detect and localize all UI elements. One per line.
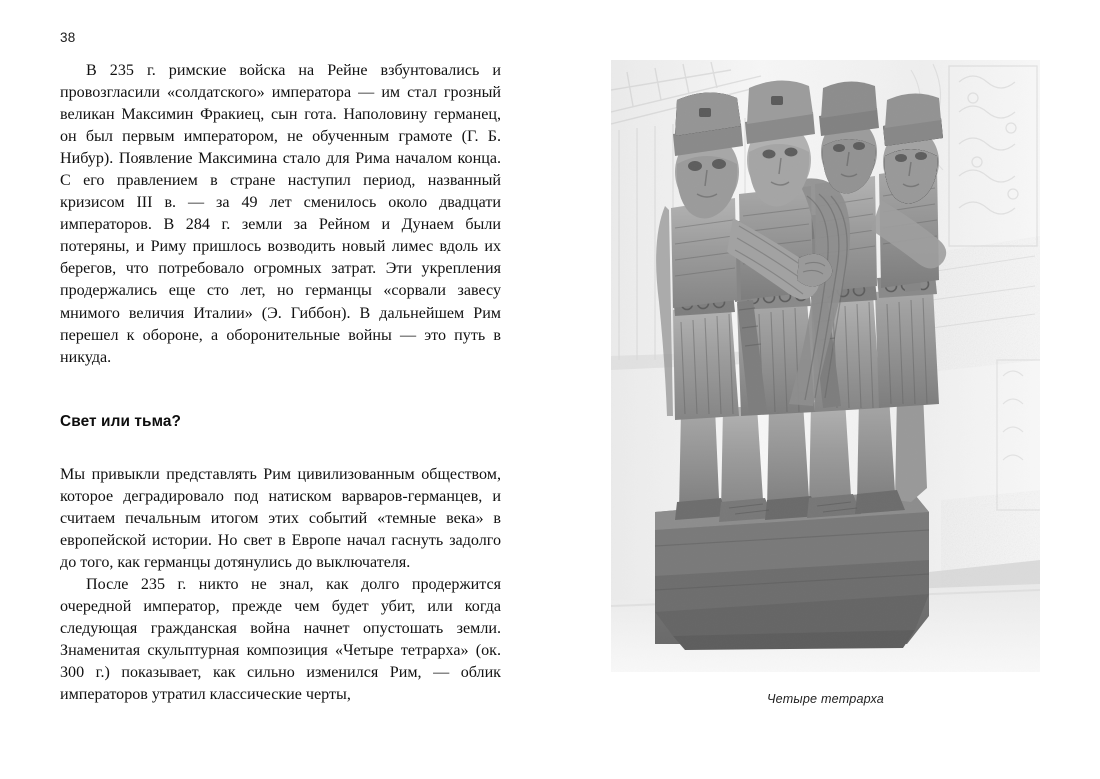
photo-four-tetrarchs: [611, 60, 1040, 672]
paragraph-light-or-dark: Мы привыкли представлять Рим цивилизованным обществом, которое деградировало под натиском варваров-германцев, и считаем печальным итогом этих событий «темные века» в европейской истории. Но свет в Европе начал гаснуть задолго до того, как германцы дотянулись до выключателя.: [60, 465, 501, 571]
page-number: 38: [60, 30, 76, 45]
paragraph-crisis: В 235 г. римские войска на Рейне взбунтовались и провозгласили «солдатского» императора — им стал грозный великан Максимин Фракиец, сын гота. Наполовину германец, он был первым императором, не обученным грамоте (Г. Б. Нибур). Появление Максимина стало для Рима началом конца. С его правлением в стране наступил период, названный кризисом III в. — за 49 лет сменилось около двадцати императоров. В 284 г. земли за Рейном и Дунаем были потеряны, и Риму пришлось возводить новый лимес вдоль их берегов, что потребовало огромных затрат. Эти укрепления продержались еще сто лет, но германцы «сорвали завесу мнимого величия Италии» (Э. Гиббон). В дальнейшем Рим перешел к обороне, а оборонительные войны — это путь в никуда.: [60, 62, 501, 366]
spacer-after-heading: [60, 431, 501, 464]
figure-four-tetrarchs: [611, 60, 1040, 706]
text-column: [60, 60, 501, 706]
section-heading: Свет или тьма?: [60, 412, 182, 430]
paragraph-after-235: После 235 г. никто не знал, как долго продержится очередной император, прежде чем будет убит, или когда следующая гражданская война начнет опустошать земли. Знаменитая скульптурная композиция «Четыре тетрарха» (ок. 300 г.) показывает, как сильно изменился Рим, — облик императоров утратил классические черты,: [60, 575, 501, 704]
spacer-before-heading: [60, 369, 501, 413]
figure-caption: Четыре тетрарха: [766, 692, 885, 706]
